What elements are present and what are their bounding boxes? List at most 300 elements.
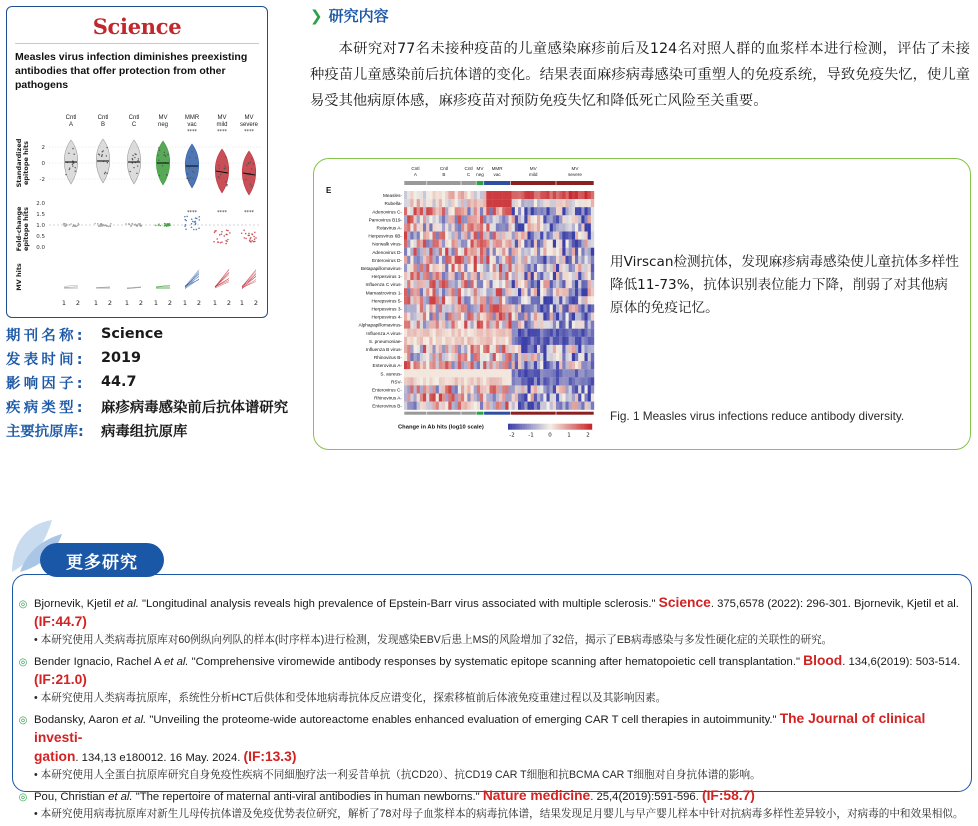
heatmap-cell xyxy=(410,240,413,248)
heatmap-cell xyxy=(569,353,572,361)
heatmap-cell xyxy=(490,353,493,361)
heatmap-cell xyxy=(575,394,578,402)
heatmap-cell xyxy=(429,321,432,329)
heatmap-cell xyxy=(531,385,534,393)
cover-point xyxy=(226,184,227,185)
heatmap-cell xyxy=(410,232,413,240)
heatmap-cell xyxy=(480,288,483,296)
heatmap-cell xyxy=(588,313,591,321)
heatmap-cell xyxy=(452,337,455,345)
heatmap-cell xyxy=(433,377,436,385)
heatmap-cell xyxy=(455,272,458,280)
heatmap-cell xyxy=(566,402,569,410)
heatmap-cell xyxy=(531,313,534,321)
heatmap-cell xyxy=(502,296,505,304)
heatmap-cell xyxy=(540,377,543,385)
heatmap-cell xyxy=(588,353,591,361)
heatmap-cell xyxy=(423,385,426,393)
heatmap-cell xyxy=(493,353,496,361)
heatmap-cell xyxy=(521,313,524,321)
heatmap-group-label: vac xyxy=(494,172,502,177)
heatmap-cell xyxy=(534,394,537,402)
heatmap-cell xyxy=(455,304,458,312)
heatmap-cell xyxy=(477,191,480,199)
heatmap-cell xyxy=(547,272,550,280)
heatmap-cell xyxy=(474,394,477,402)
heatmap-cell xyxy=(455,207,458,215)
heatmap-cell xyxy=(569,256,572,264)
heatmap-cell xyxy=(499,207,502,215)
heatmap-cell xyxy=(414,223,417,231)
heatmap-cell xyxy=(486,337,489,345)
heatmap-cell xyxy=(572,232,575,240)
heatmap-cell xyxy=(534,345,537,353)
heatmap-cell xyxy=(499,394,502,402)
heatmap-cell xyxy=(458,240,461,248)
heatmap-row-label: Measles- xyxy=(383,193,402,198)
heatmap-cell xyxy=(464,304,467,312)
heatmap-caption: Fig. 1 Measles virus infections reduce antibody diversity. xyxy=(610,409,960,423)
heatmap-cell xyxy=(581,329,584,337)
heatmap-cell xyxy=(483,377,486,385)
heatmap-cell xyxy=(588,280,591,288)
heatmap-cell xyxy=(512,345,515,353)
heatmap-row-label: Enterovirus B- xyxy=(372,404,402,409)
heatmap-cell xyxy=(493,240,496,248)
heatmap-cell xyxy=(505,313,508,321)
heatmap-cell xyxy=(477,369,480,377)
heatmap-cell xyxy=(559,353,562,361)
cover-point xyxy=(226,229,228,231)
heatmap-cell xyxy=(452,288,455,296)
heatmap-row-label: Mamastrovirus 1- xyxy=(366,290,403,295)
cover-point xyxy=(243,230,245,232)
ref-note: • 本研究使用人类病毒抗原库对60例纵向列队的样本(时序样本)进行检测，发现感染EBV后患上MS的风险增加了32倍，揭示了EB病毒感染与多发性硬化症的关联性的研究。 xyxy=(12,632,964,648)
heatmap-cell xyxy=(445,223,448,231)
heatmap-cell xyxy=(518,369,521,377)
ref-impact-factor: (IF:44.7) xyxy=(34,614,87,629)
heatmap-cell xyxy=(556,256,559,264)
heatmap-group-bar xyxy=(461,181,476,185)
heatmap-cell xyxy=(480,296,483,304)
heatmap-cell xyxy=(467,207,470,215)
heatmap-row-label: Betapapillomavirus- xyxy=(361,266,403,271)
heatmap-cell xyxy=(550,296,553,304)
heatmap-cell xyxy=(515,377,518,385)
heatmap-cell xyxy=(414,264,417,272)
heatmap-cell xyxy=(537,191,540,199)
heatmap-cell xyxy=(420,191,423,199)
heatmap-cell xyxy=(423,280,426,288)
heatmap-cell xyxy=(537,256,540,264)
heatmap-cell xyxy=(531,199,534,207)
cover-point xyxy=(102,154,103,155)
heatmap-cell xyxy=(420,288,423,296)
heatmap-cell xyxy=(417,240,420,248)
heatmap-cell xyxy=(461,256,464,264)
heatmap-cell xyxy=(512,248,515,256)
heatmap-cell xyxy=(547,264,550,272)
heatmap-cell xyxy=(540,232,543,240)
heatmap-cell xyxy=(509,215,512,223)
heatmap-cell xyxy=(433,240,436,248)
heatmap-cell xyxy=(417,353,420,361)
heatmap-legend-swatch xyxy=(558,424,560,430)
heatmap-cell xyxy=(572,288,575,296)
heatmap-cell xyxy=(505,272,508,280)
heatmap-cell xyxy=(521,191,524,199)
heatmap-cell xyxy=(420,313,423,321)
cover-x-tick: 1 xyxy=(94,299,98,307)
cover-point xyxy=(249,238,251,240)
more-research-title: 更多研究 xyxy=(40,543,164,577)
heatmap-cell xyxy=(410,296,413,304)
cover-point xyxy=(98,154,99,155)
heatmap-cell xyxy=(524,256,527,264)
heatmap-cell xyxy=(524,288,527,296)
heatmap-cell xyxy=(509,280,512,288)
heatmap-cell xyxy=(483,240,486,248)
heatmap-cell xyxy=(512,321,515,329)
heatmap-cell xyxy=(414,296,417,304)
heatmap-group-bar xyxy=(556,181,593,185)
heatmap-cell xyxy=(486,272,489,280)
heatmap-cell xyxy=(509,329,512,337)
heatmap-cell xyxy=(404,256,407,264)
heatmap-cell xyxy=(452,256,455,264)
heatmap-cell xyxy=(414,329,417,337)
heatmap-cell xyxy=(559,232,562,240)
cover-point xyxy=(195,217,197,219)
heatmap-row-label: Influenza B virus- xyxy=(366,347,403,352)
heatmap-cell xyxy=(471,232,474,240)
cover-point xyxy=(226,241,228,243)
heatmap-cell xyxy=(452,232,455,240)
heatmap-cell xyxy=(410,394,413,402)
heatmap-cell xyxy=(537,385,540,393)
heatmap-cell xyxy=(477,345,480,353)
heatmap-cell xyxy=(505,345,508,353)
heatmap-cell xyxy=(417,215,420,223)
ref-journal-continued: gation xyxy=(34,749,75,764)
heatmap-cell xyxy=(578,402,581,410)
heatmap-cell xyxy=(553,337,556,345)
heatmap-cell xyxy=(569,402,572,410)
heatmap-cell xyxy=(433,272,436,280)
heatmap-cell xyxy=(458,296,461,304)
heatmap-cell xyxy=(556,199,559,207)
heatmap-cell xyxy=(407,215,410,223)
heatmap-cell xyxy=(461,248,464,256)
heatmap-cell xyxy=(407,256,410,264)
cover-point xyxy=(251,158,252,159)
heatmap-cell xyxy=(575,248,578,256)
heatmap-cell xyxy=(540,361,543,369)
heatmap-cell xyxy=(505,288,508,296)
heatmap-cell xyxy=(572,296,575,304)
heatmap-cell xyxy=(486,353,489,361)
heatmap-cell xyxy=(569,321,572,329)
cover-point xyxy=(103,225,105,227)
heatmap-cell xyxy=(512,304,515,312)
heatmap-cell xyxy=(569,223,572,231)
heatmap-cell xyxy=(436,240,439,248)
heatmap-cell xyxy=(569,248,572,256)
heatmap-cell xyxy=(559,296,562,304)
heatmap-cell xyxy=(518,377,521,385)
heatmap-cell xyxy=(420,272,423,280)
heatmap-cell xyxy=(591,369,594,377)
heatmap-cell xyxy=(550,288,553,296)
heatmap-cell xyxy=(556,329,559,337)
heatmap-legend-swatch xyxy=(523,424,525,430)
cover-sig-mark: **** xyxy=(217,210,228,216)
heatmap-cell xyxy=(569,191,572,199)
heatmap-cell xyxy=(566,191,569,199)
heatmap-cell xyxy=(486,288,489,296)
heatmap-cell xyxy=(426,256,429,264)
heatmap-cell xyxy=(426,272,429,280)
heatmap-cell xyxy=(480,223,483,231)
heatmap-cell xyxy=(543,394,546,402)
heatmap-cell xyxy=(436,377,439,385)
heatmap-cell xyxy=(452,402,455,410)
heatmap-cell xyxy=(540,240,543,248)
heatmap-cell xyxy=(496,280,499,288)
heatmap-cell xyxy=(410,256,413,264)
heatmap-legend-swatch xyxy=(573,424,575,430)
heatmap-cell xyxy=(515,248,518,256)
ref-etal: et al. xyxy=(122,714,147,726)
heatmap-cell xyxy=(442,345,445,353)
heatmap-cell xyxy=(575,321,578,329)
heatmap-cell xyxy=(543,402,546,410)
heatmap-group-label: MV xyxy=(572,166,580,171)
heatmap-cell xyxy=(518,313,521,321)
heatmap-cell xyxy=(407,385,410,393)
heatmap-cell xyxy=(578,345,581,353)
heatmap-cell xyxy=(474,264,477,272)
heatmap-cell xyxy=(562,369,565,377)
cover-point xyxy=(218,176,219,177)
heatmap-cell xyxy=(433,215,436,223)
heatmap-cell xyxy=(471,345,474,353)
heatmap-legend-swatch xyxy=(544,424,546,430)
heatmap-cell xyxy=(553,223,556,231)
heatmap-cell xyxy=(550,304,553,312)
heatmap-cell xyxy=(575,280,578,288)
heatmap-cell xyxy=(429,296,432,304)
heatmap-cell xyxy=(474,256,477,264)
heatmap-cell xyxy=(528,248,531,256)
cover-point xyxy=(223,235,225,237)
heatmap-cell xyxy=(496,337,499,345)
heatmap-cell xyxy=(543,345,546,353)
heatmap-cell xyxy=(461,321,464,329)
heatmap-cell xyxy=(502,191,505,199)
cover-point xyxy=(225,156,226,157)
cover-point xyxy=(75,167,76,168)
heatmap-cell xyxy=(420,345,423,353)
heatmap-cell xyxy=(540,199,543,207)
heatmap-cell xyxy=(581,377,584,385)
heatmap-cell xyxy=(442,191,445,199)
heatmap-cell xyxy=(524,207,527,215)
heatmap-cell xyxy=(537,288,540,296)
heatmap-cell xyxy=(553,215,556,223)
heatmap-cell xyxy=(550,345,553,353)
cover-point xyxy=(251,240,253,242)
heatmap-cell xyxy=(524,345,527,353)
heatmap-cell xyxy=(493,361,496,369)
heatmap-cell xyxy=(581,296,584,304)
cover-point xyxy=(75,171,76,172)
heatmap-cell xyxy=(515,191,518,199)
info-date-value: 2019 xyxy=(101,350,141,366)
heatmap-cell xyxy=(566,304,569,312)
heatmap-cell xyxy=(496,240,499,248)
heatmap-cell xyxy=(534,313,537,321)
heatmap-cell xyxy=(540,256,543,264)
heatmap-cell xyxy=(534,240,537,248)
heatmap-cell xyxy=(524,369,527,377)
heatmap-cell xyxy=(404,232,407,240)
heatmap-cell xyxy=(524,280,527,288)
heatmap-cell xyxy=(448,304,451,312)
cover-point xyxy=(198,227,200,229)
heatmap-cell xyxy=(534,353,537,361)
heatmap-cell xyxy=(512,272,515,280)
heatmap-cell xyxy=(493,288,496,296)
cover-x-tick: 2 xyxy=(108,299,112,307)
heatmap-cell xyxy=(420,304,423,312)
heatmap-cell xyxy=(524,240,527,248)
cover-point xyxy=(251,186,252,187)
heatmap-cell xyxy=(429,215,432,223)
heatmap-cell xyxy=(442,385,445,393)
heatmap-cell xyxy=(581,321,584,329)
heatmap-cell xyxy=(505,361,508,369)
heatmap-cell xyxy=(467,329,470,337)
heatmap-cell xyxy=(417,280,420,288)
cover-point xyxy=(73,225,75,227)
heatmap-cell xyxy=(562,394,565,402)
heatmap-cell xyxy=(569,337,572,345)
heatmap-cell xyxy=(464,191,467,199)
heatmap-cell xyxy=(502,256,505,264)
heatmap-cell xyxy=(581,215,584,223)
paper-info xyxy=(6,322,306,443)
heatmap-cell xyxy=(578,361,581,369)
heatmap-cell xyxy=(436,215,439,223)
heatmap-cell xyxy=(433,191,436,199)
heatmap-cell xyxy=(531,321,534,329)
heatmap-cell xyxy=(496,191,499,199)
heatmap-cell xyxy=(448,345,451,353)
heatmap-cell xyxy=(534,337,537,345)
heatmap-cell xyxy=(547,215,550,223)
heatmap-cell xyxy=(480,329,483,337)
heatmap-cell xyxy=(477,288,480,296)
heatmap-cell xyxy=(496,256,499,264)
heatmap-legend-swatch xyxy=(588,424,590,430)
heatmap-cell xyxy=(588,264,591,272)
heatmap-cell xyxy=(575,329,578,337)
heatmap-cell xyxy=(455,313,458,321)
heatmap-cell xyxy=(537,280,540,288)
heatmap-cell xyxy=(439,345,442,353)
heatmap-group-bar-bottom xyxy=(404,412,426,415)
heatmap-cell xyxy=(496,199,499,207)
heatmap-cell xyxy=(483,199,486,207)
heatmap-cell xyxy=(420,402,423,410)
heatmap-cell xyxy=(569,264,572,272)
heatmap-cell xyxy=(509,272,512,280)
heatmap-cell xyxy=(578,296,581,304)
heatmap-cell xyxy=(490,313,493,321)
heatmap-cell xyxy=(572,264,575,272)
heatmap-cell xyxy=(448,321,451,329)
heatmap-cell xyxy=(556,296,559,304)
heatmap-cell xyxy=(509,402,512,410)
heatmap-cell xyxy=(550,215,553,223)
heatmap-cell xyxy=(496,215,499,223)
heatmap-cell xyxy=(429,402,432,410)
info-journal xyxy=(6,322,306,346)
heatmap-cell xyxy=(547,402,550,410)
heatmap-cell xyxy=(528,329,531,337)
heatmap-cell xyxy=(581,288,584,296)
heatmap-cell xyxy=(572,191,575,199)
heatmap-cell xyxy=(528,385,531,393)
heatmap-cell xyxy=(477,207,480,215)
heatmap-cell xyxy=(578,304,581,312)
heatmap-cell xyxy=(562,264,565,272)
heatmap-cell xyxy=(414,232,417,240)
heatmap-cell xyxy=(426,353,429,361)
heatmap-cell xyxy=(578,280,581,288)
heatmap-cell xyxy=(559,240,562,248)
heatmap-cell xyxy=(467,353,470,361)
heatmap-cell xyxy=(445,191,448,199)
heatmap-cell xyxy=(471,304,474,312)
cover-point xyxy=(214,232,216,234)
ref-etal: et al. xyxy=(164,656,189,668)
heatmap-row-label: Adenovirus D- xyxy=(372,250,402,255)
heatmap-cell xyxy=(509,223,512,231)
heatmap-cell xyxy=(461,296,464,304)
heatmap-cell xyxy=(550,272,553,280)
heatmap-cell xyxy=(578,215,581,223)
heatmap-cell xyxy=(436,264,439,272)
heatmap-cell xyxy=(439,215,442,223)
science-cover-card xyxy=(6,6,268,318)
heatmap-cell xyxy=(404,304,407,312)
cover-hits-line xyxy=(64,285,78,286)
heatmap-cell xyxy=(439,337,442,345)
heatmap-cell xyxy=(572,361,575,369)
heatmap-cell xyxy=(423,207,426,215)
heatmap-cell xyxy=(547,199,550,207)
cover-point xyxy=(159,175,160,176)
heatmap-cell xyxy=(458,264,461,272)
heatmap-cell xyxy=(512,199,515,207)
heatmap-legend-swatch xyxy=(579,424,581,430)
heatmap-cell xyxy=(464,345,467,353)
heatmap-cell xyxy=(404,296,407,304)
heatmap-cell xyxy=(578,207,581,215)
cover-point xyxy=(191,151,192,152)
